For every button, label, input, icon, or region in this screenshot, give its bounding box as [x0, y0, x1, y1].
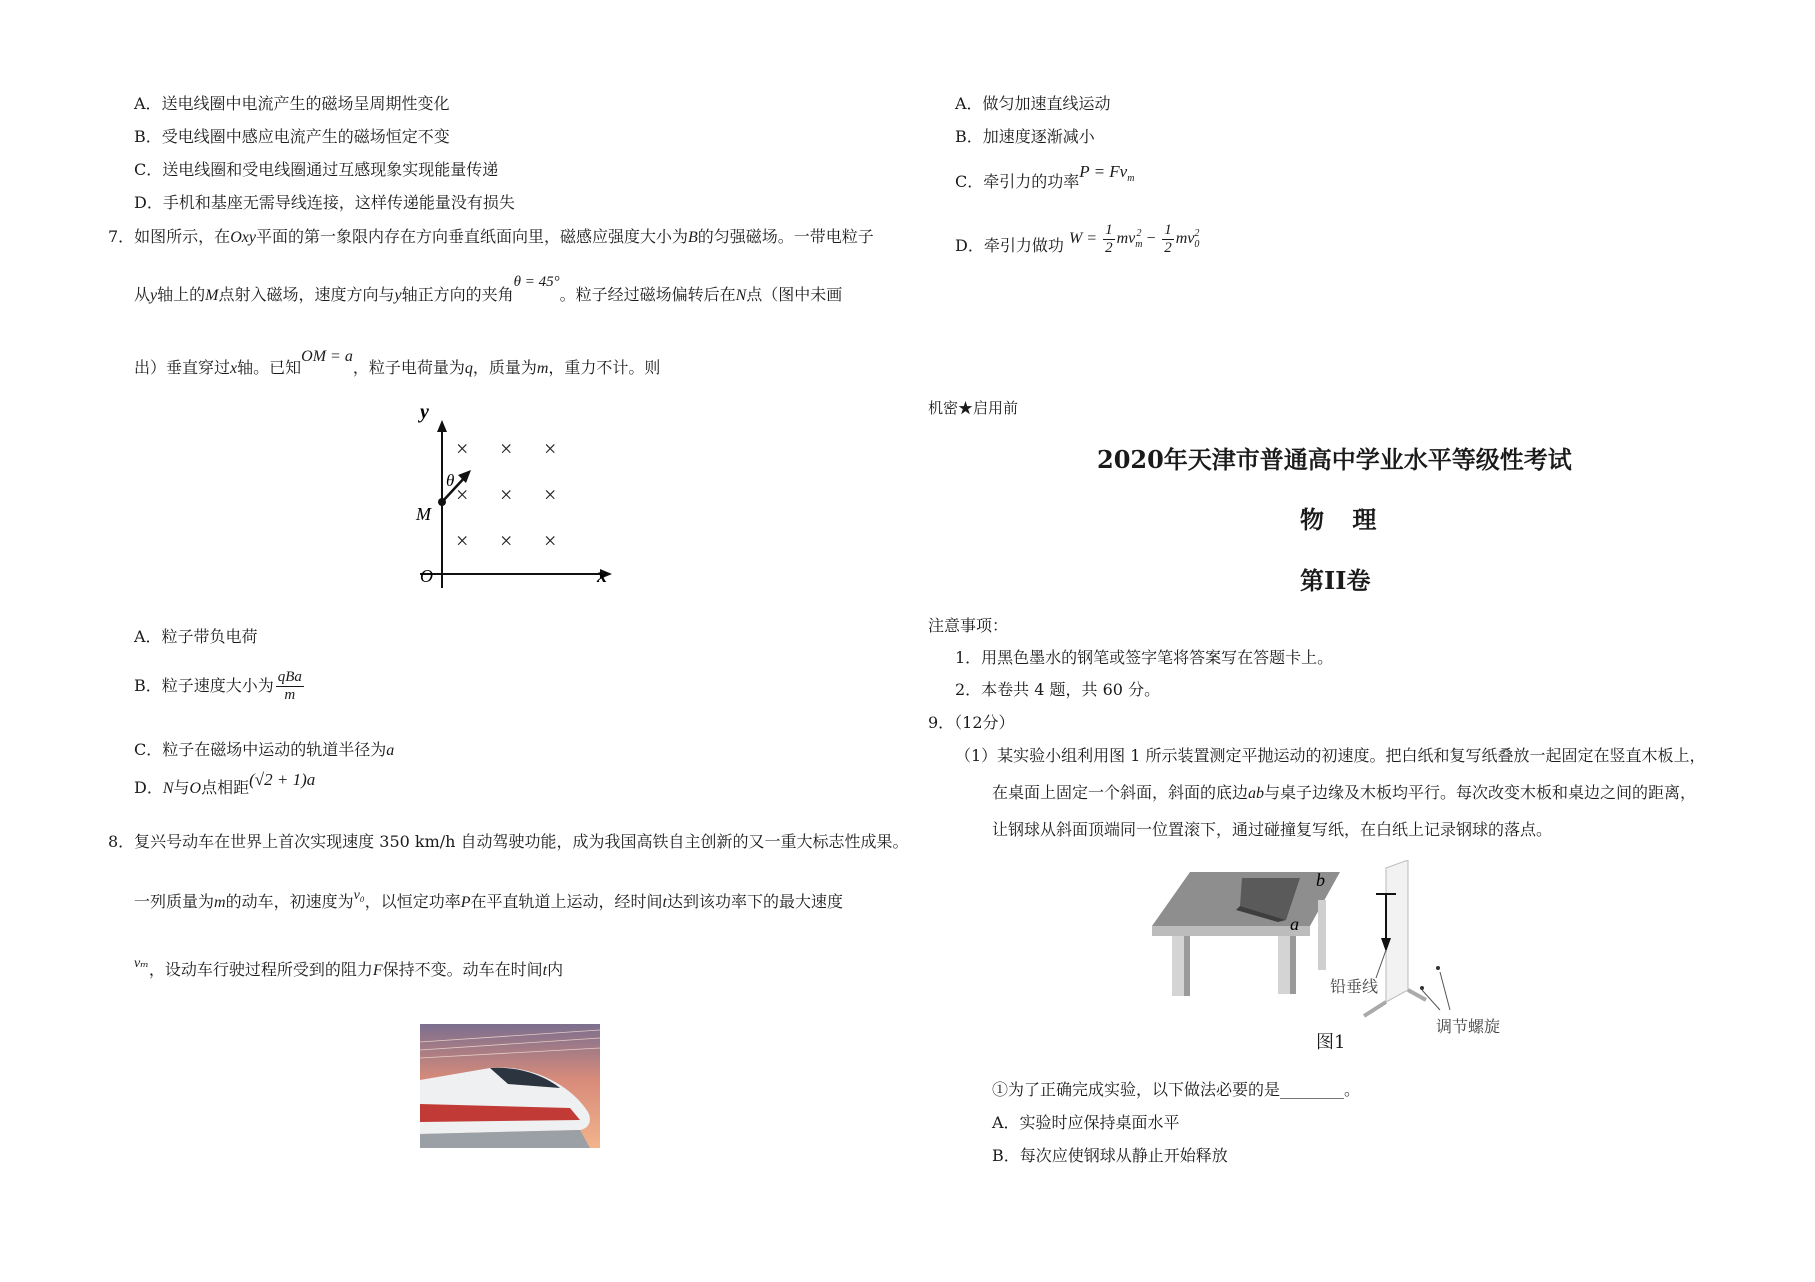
q7-option-d: D．N与O点相距(√2 + 1)a	[134, 770, 316, 797]
experiment-figure	[1150, 860, 1510, 1050]
q7-line-3: 出）垂直穿过x轴。已知OM = a，粒子电荷量为q，质量为m，重力不计。则	[134, 348, 661, 377]
label-plumb-line: 铅垂线	[1330, 979, 1379, 996]
label-b: b	[1316, 870, 1325, 890]
cross-mark: ×	[544, 436, 557, 461]
cross-mark: ×	[456, 528, 469, 553]
q8-option-d: D．牵引力做功 W = $\frac{1}{2}$ $mv_m^2$ − $\frac{1}{2}$ $mv_0^2$	[955, 221, 1200, 256]
q6-option-a: A．送电线圈中电流产生的磁场呈周期性变化	[134, 94, 450, 113]
cross-mark: ×	[456, 436, 469, 461]
label-adjust-screw: 调节螺旋	[1436, 1019, 1501, 1036]
cross-mark: ×	[456, 482, 469, 507]
q8-line-1: 8．复兴号动车在世界上首次实现速度 350 km/h 自动驾驶功能，成为我国高铁自主创新的又一重大标志性成果。	[108, 832, 909, 851]
q8-option-b: B．加速度逐渐减小	[955, 127, 1095, 146]
q7-line-1: 7．如图所示，在Oxy平面的第一象限内存在方向垂直纸面向里，磁感应强度大小为B的匀强磁场。一带电粒子	[108, 227, 874, 246]
figure-theta-label: θ	[446, 471, 455, 490]
q9-option-a: A．实验时应保持桌面水平	[992, 1113, 1180, 1132]
q8-line-3: vₘ，设动车行驶过程所受到的阻力F保持不变。动车在时间t内	[134, 956, 564, 979]
figure-origin-label: O	[420, 566, 433, 586]
secret-label: 机密★启用前	[928, 399, 1019, 417]
cross-mark: ×	[544, 482, 557, 507]
q7-option-c: C．粒子在磁场中运动的轨道半径为a	[134, 740, 395, 759]
magnetic-field-figure	[400, 400, 630, 595]
notice-item-2: 2．本卷共 4 题，共 60 分。	[955, 680, 1161, 699]
figure-y-label: y	[420, 401, 429, 423]
q7-option-a: A．粒子带负电荷	[134, 627, 258, 646]
label-a: a	[1290, 914, 1299, 934]
q7-line-2: 从y轴上的M点射入磁场，速度方向与y轴正方向的夹角θ = 45°。粒子经过磁场偏转后在N点（图中未画	[134, 274, 843, 304]
q6-option-b: B．受电线圈中感应电流产生的磁场恒定不变	[134, 127, 450, 146]
q6-option-d: D．手机和基座无需导线连接，这样传递能量没有损失	[134, 193, 515, 212]
q7-option-b: B．粒子速度大小为 $\frac{\text{qBa}}{m}$	[134, 669, 302, 703]
q9-part1-line-3: 让钢球从斜面顶端同一位置滚下，通过碰撞复写纸，在白纸上记录钢球的落点。	[992, 820, 1553, 839]
q9-part1-line-1: （1）某实验小组利用图 1 所示装置测定平抛运动的初速度。把白纸和复写纸叠放一起固定在竖直木板上，	[955, 746, 1706, 765]
q9-part1-line-2: 在桌面上固定一个斜面，斜面的底边ab与桌子边缘及木板均平行。每次改变木板和桌边之间的距离，	[992, 783, 1697, 802]
train-photo	[420, 1024, 600, 1148]
cross-mark: ×	[544, 528, 557, 553]
volume-title: 第II卷	[1300, 566, 1371, 595]
notice-title: 注意事项：	[928, 616, 1009, 635]
exam-title: 2020年天津市普通高中学业水平等级性考试	[1097, 445, 1572, 474]
q9-subquestion-1: ①为了正确完成实验，以下做法必要的是________。	[992, 1080, 1361, 1099]
q9-option-b: B．每次应使钢球从静止开始释放	[992, 1146, 1228, 1165]
cross-mark: ×	[500, 436, 513, 461]
figure-x-label: x	[597, 565, 607, 587]
q6-option-c: C．送电线圈和受电线圈通过互感现象实现能量传递	[134, 160, 499, 179]
q9-heading: 9．（12分）	[928, 713, 1015, 732]
figure-1-caption: 图1	[1316, 1032, 1346, 1053]
cross-mark: ×	[500, 482, 513, 507]
figure-m-label: M	[416, 504, 431, 524]
q8-line-2: 一列质量为m的动车，初速度为v₀，以恒定功率P在平直轨道上运动，经时间t达到该功率下的最大速度	[134, 888, 843, 911]
cross-mark: ×	[500, 528, 513, 553]
subject-title: 物 理	[1300, 505, 1387, 534]
notice-item-1: 1．用黑色墨水的钢笔或签字笔将答案写在答题卡上。	[955, 648, 1334, 667]
q8-option-a: A．做匀加速直线运动	[955, 94, 1111, 113]
q8-option-c: C．牵引力的功率$P = Fv_m$	[955, 162, 1135, 191]
